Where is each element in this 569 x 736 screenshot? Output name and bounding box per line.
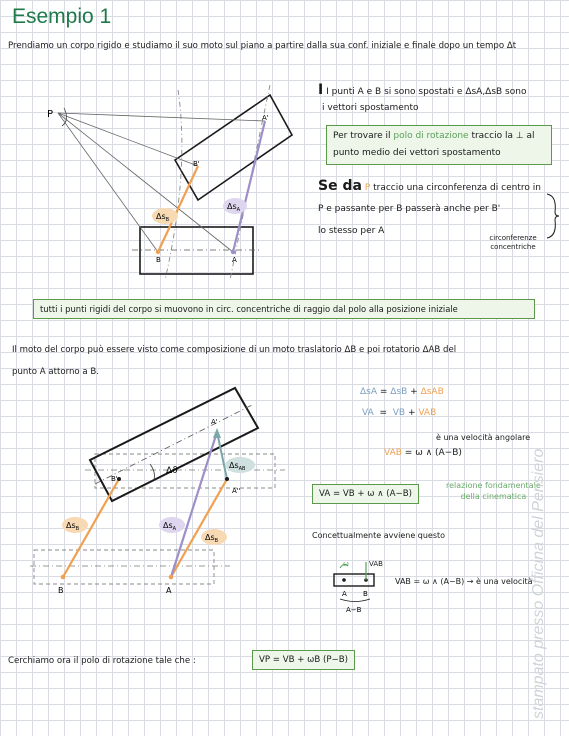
eq3: VAB = ω ∧ (A−B) — [384, 448, 462, 458]
label2-A1: A' — [211, 418, 218, 426]
eq1: ΔsA = ΔsB + ΔsAB — [360, 387, 444, 397]
para2-line1: Il moto del corpo può essere visto come composizione di un moto traslatorio ΔB e poi rotatorio ΔAB del — [12, 345, 457, 355]
fund-box: VA = VB + ω ∧ (A−B) — [312, 484, 419, 504]
last-box: VP = VB + ωB (P−B) — [252, 650, 355, 670]
label2-dtheta: Δϑ — [166, 466, 178, 476]
intro-text: Prendiamo un corpo rigido e studiamo il suo moto sul piano a partire dalla sua conf. iniziale e finale dopo un tempo Δt — [8, 41, 517, 51]
fund-note: relazione fondamentale della cinematica — [446, 481, 541, 501]
last-text: Cerchiamo ora il polo di rotazione tale che : — [8, 656, 196, 666]
concept-vab: VAB — [369, 560, 383, 568]
note1-se3: lo stesso per A — [318, 226, 385, 236]
banner-note: tutti i punti rigidi del corpo si muovono in circ. concentriche di raggio dal polo alla posizione iniziale — [33, 299, 535, 319]
label2-dsAB: $\Delta s_{AB}$ — [229, 461, 246, 472]
note1-se2: P e passante per B passerà anche per B' — [318, 204, 501, 214]
note1-box: Per trovare il polo di rotazione traccio la ⊥ al punto medio dei vettori spostamento — [326, 125, 552, 165]
label-dsB: $\Delta s_B$ — [156, 212, 170, 223]
body-final-rect — [175, 95, 292, 200]
label-P: P — [47, 109, 54, 120]
label2-B: B — [58, 586, 64, 595]
label2-A: A — [166, 586, 172, 595]
concept-amb: A−B — [346, 606, 362, 614]
brace-icon — [545, 192, 561, 240]
note1-conc: circonferenze concentriche — [489, 234, 537, 251]
label-B: B — [156, 256, 161, 264]
label2-dsB1: $\Delta s_B$ — [66, 521, 80, 532]
page-title: Esempio 1 — [12, 5, 112, 28]
concept-omega: ω — [343, 560, 349, 568]
concept-formula: VAB = ω ∧ (A−B) → è una velocità — [395, 577, 533, 586]
note1-line1: I I punti A e B si sono spostati e ΔsA,ΔsB sono — [318, 82, 527, 98]
para2-line2: punto A attorno a B. — [12, 367, 100, 377]
label2-dsA: $\Delta s_A$ — [163, 521, 177, 532]
watermark: stampato presso Officina del Pensiero — [530, 448, 547, 719]
label-A1: A' — [262, 114, 269, 122]
label2-B1: B' — [111, 475, 118, 483]
note1-line2: i vettori spostamento — [322, 103, 419, 113]
label2-A2: A'' — [232, 487, 241, 495]
figure-1 — [40, 80, 310, 280]
concept-B: B — [363, 590, 368, 598]
eq2: VA = VB + VAB — [362, 408, 437, 418]
note1-se1: Se da P traccio una circonferenza di centro in — [318, 178, 541, 194]
eq-ang-note: è una velocità angolare — [436, 433, 531, 442]
label-dsA: $\Delta s_A$ — [227, 202, 241, 213]
label-A: A — [232, 256, 237, 264]
concept-heading: Concettualmente avviene questo — [312, 531, 446, 540]
label2-dsB2: $\Delta s_B$ — [205, 533, 219, 544]
label-B1: B' — [193, 160, 200, 168]
concept-A: A — [342, 590, 347, 598]
figure-2 — [30, 380, 300, 610]
